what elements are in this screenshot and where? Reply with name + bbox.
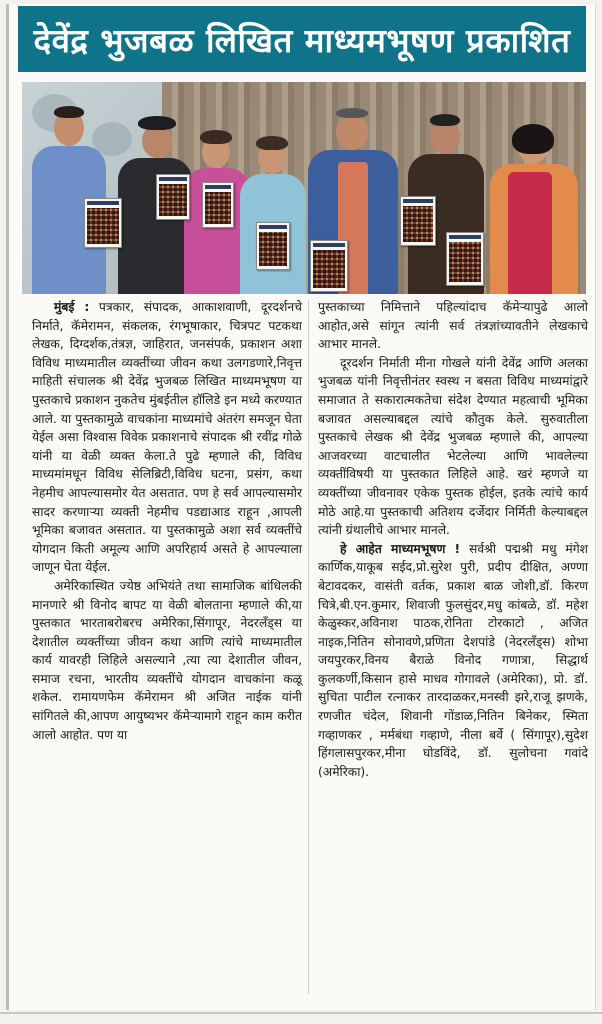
column-divider — [308, 300, 309, 994]
honorees-paragraph — [318, 540, 588, 782]
honorees-list: सर्वश्री पद्मश्री मधु मंगेश कार्णिक,याकूब सईद,प्रो.सुरेश पुरी, प्रदीप दीक्षित, अण्णा बेटावदकर, वासंती वर्तक, प्रकाश बाळ जोशी,डॉ. किरण चित्रे,बी.एन.कुमार, शिवाजी फुलसुंदर,मधु कांबळे, डॉ. महेश केळुस्कर,अविनाश पाठक,रोनिता टोरकाटो , अजित नाइक,नितिन सोनावणे,प्रणिता देशपांडे (नेदरलँड्स) शोभा जयपुरकर,विनय बैराळे विनोद गणात्रा, सिद्धार्थ कुलकर्णी,किसान हासे माधव गोगावले (अमेरिका), प्रो. डॉ. सुचिता पाटील रत्नाकर तारदाळकर,मनस्वी झरे,राजू झणके, रणजीत चंदेल, शिवानी गोंडाळ,नितिन बिनेकर, स्मिता गव्हाणकर , मर्मबंधा गव्हाणे, नीला बर्वे ( सिंगापूर),सुदेश हिंगलासपुरकर,मीना घोडविंदे, डॉ. सुलोचना गवांदे (अमेरिका). — [318, 541, 588, 779]
person-7 — [482, 124, 582, 294]
book-cover — [202, 182, 234, 228]
event-photo — [22, 82, 586, 294]
book-cover — [256, 222, 290, 270]
book-cover — [84, 198, 122, 248]
article-column-left — [32, 298, 302, 1000]
article-paragraph: मुंबई : पत्रकार, संपादक, आकाशवाणी, दूरदर्शनचे निर्माते, कॅमेरामन, संकलक, रंगभूषाकार, चित्रपट पटकथा लेखक, दिग्दर्शक,तंत्रज्ञ, जाहिरात, जनसंपर्क, प्रकाशन अशा विविध माध्यमातील व्यक्तींच्या जीवन कथा उलगडणारे,निवृत्त माहिती संचालक श्री देवेंद्र भुजबळ लिखित माध्यमभूषण या पुस्तकाचे प्रकाशन नुकतेच मुंबईतील हॉलिडे इन मध्ये करण्यात आले. या पुस्तकामुळे वाचकांना माध्यमांचे अंतरंग समजून घेता येईल असा विश्वास विवेक प्रकाशनाचे संपादक श्री रवींद्र गोळे यांनी या वेळी व्यक्त केला.ते पुढे म्हणाले की, विविध माध्यमांमधून विविध सेलिब्रिटी,विविध घटना, प्रसंग, कथा नेहमीच आपल्यासमोर येत असतात. पण हे सर्व आपल्यासमोर सादर करणाऱ्या व्यक्ती नेहमीच पडद्याआड राहून ,आपली भूमिका बजावत असतात. या पुस्तकामुळे अशा सर्व व्यक्तींचे योगदान किती अमूल्य आणि अपरिहार्य असते हे आपल्याला जाणून घेता येईल. — [32, 300, 302, 575]
article-paragraph: पुस्तकाच्या निमित्ताने पहिल्यांदाच कॅमेऱ्यापुढे आलो आहोत,असे सांगून त्यांनी सर्व तंत्रज्ञांच्यावतीने लेखकाचे आभार मानले. — [318, 300, 588, 352]
article-column-right — [318, 298, 588, 1000]
person-4 — [236, 136, 310, 294]
page-bottom-border — [0, 1012, 602, 1014]
dateline: मुंबई : — [54, 300, 90, 314]
book-cover — [156, 174, 190, 220]
honorees-heading: हे आहेत माध्यमभूषण ! — [340, 541, 461, 556]
book-cover — [310, 240, 348, 292]
book-cover — [400, 196, 436, 246]
book-cover — [446, 232, 484, 286]
article-paragraph: दूरदर्शन निर्माती मीना गोखले यांनी देवेंद्र आणि अलका भुजबळ यांनी निवृत्तीनंतर स्वस्थ न बसता विविध माध्यमांद्वारे समाजात ते सकारात्मकतेचा संदेश देण्यात महत्वाची भूमिका बजावत असल्याबद्दल त्यांचे कौतुक केले. सुरुवातीला पुस्तकाचे लेखक श्री देवेंद्र भुजबळ म्हणाले की, आपल्या आजवरच्या वाटचालीत भेटलेल्या आणि भावलेल्या व्यक्तींविषयी या पुस्तकात लिहिले आहे. खरं म्हणजे या व्यक्तींच्या जीवनावर एकेक पुस्तक होईल, इतके त्यांचे कार्य मोठे आहे.या पुस्तकाची अतिशय दर्जेदार निर्मिती केल्याबद्दल त्यांनी ग्रंथालीचे आभार मानले. — [318, 355, 588, 538]
headline-banner — [18, 6, 586, 72]
article-paragraph: अमेरिकास्थित ज्येष्ठ अभियंते तथा सामाजिक बांधिलकी मानणारे श्री विनोद बापट या वेळी बोलताना म्हणाले की,या पुस्तकात भारताबरोबरच अमेरिका,सिंगापूर, नेदरलँड्स या देशातील व्यक्तींच्या जीवन कथा आणि त्यांचे माध्यमातील कार्य यावरही लिहिले असल्याने ,त्या त्या देशातील जीवन, समाज रचना, भारतीय व्यक्तींचे योगदान वाचकांना कळू शकेल. रामायणफेम कॅमेरामन श्री अजित नाईक यांनी सांगितले की,आपण आयुष्यभर कॅमेऱ्यामागे राहून काम करीत आलो आहोत. पण या — [32, 578, 302, 742]
headline: देवेंद्र भुजबळ लिखित माध्यमभूषण प्रकाशित — [33, 20, 571, 60]
